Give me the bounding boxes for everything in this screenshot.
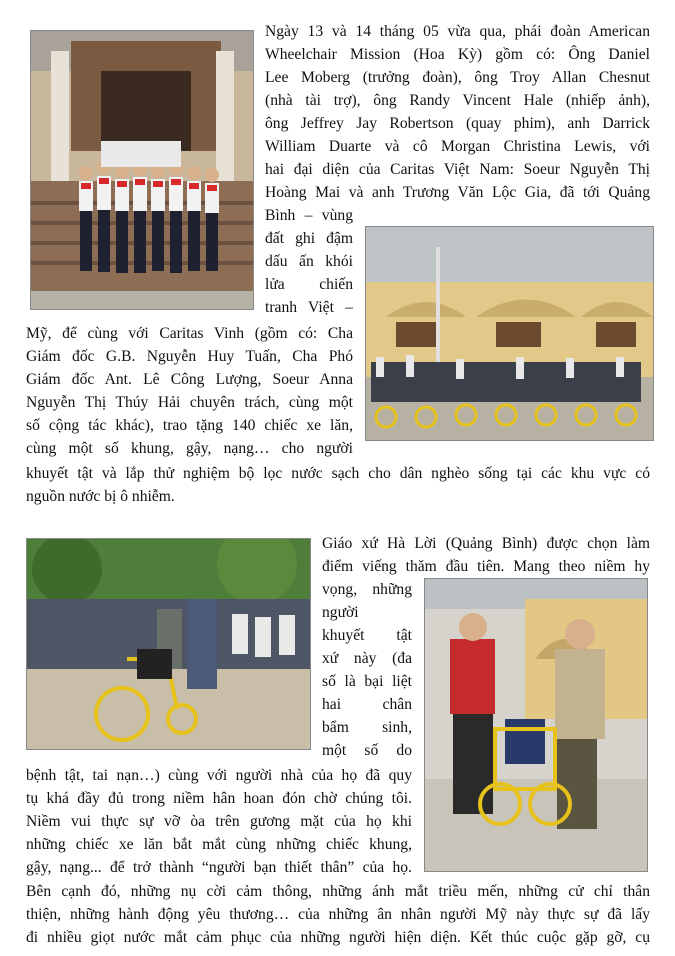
paragraph-line: người (322, 604, 359, 621)
paragraph-line: số cộng tác khác), trao tặng 140 chiếc xe lăn, (26, 417, 353, 434)
paragraph-line: dấu ấn khói (265, 253, 353, 270)
outdoor-wheelchair-photo (26, 538, 311, 750)
paragraph-line: đất ghi đậm (265, 230, 353, 247)
paragraph-line: xứ này (đa (322, 650, 412, 667)
paragraph-line: Wheelchair Mission (Hoa Kỳ) gồm có: Ông Daniel (265, 46, 650, 63)
wheelchair-line-photo (365, 226, 654, 441)
paragraph-line: Giám đốc G.B. Nguyễn Huy Tuấn, Cha Phó (26, 348, 353, 365)
group-on-steps-photo (30, 30, 254, 310)
paragraph-line: hai chân (322, 696, 412, 713)
paragraph-line: Bình – vùng (265, 207, 353, 224)
paragraph-line: vọng, những (322, 581, 412, 598)
paragraph-line: Giáo xứ Hà Lời (Quảng Bình) được chọn làm (322, 535, 650, 552)
paragraph-line: hai đại diện của Caritas Việt Nam: Soeur Nguyễn Thị (265, 161, 650, 178)
paragraph-line: điểm viếng thăm đầu tiên. Mang theo niềm hy (322, 558, 650, 575)
paragraph-line: khuyết tật và lắp thử nghiệm bộ lọc nước sạch cho dân nghèo sống tại các khu vực có (26, 465, 650, 482)
fitting-wheelchair-photo (424, 578, 648, 872)
paragraph-line: Ngày 13 và 14 tháng 05 vừa qua, phái đoàn American (265, 23, 650, 40)
paragraph-line: bẩm sinh, (322, 719, 412, 736)
paragraph-line: gậy, nạng... để trở thành “người bạn thiết thân” của họ. (26, 859, 412, 876)
paragraph-line: thiện, những hành động yêu thương… của những ân nhân người Mỹ này thực sự đã lấy (26, 906, 650, 923)
paragraph-line: Lee Moberg (trưởng đoàn), ông Troy Allan Chesnut (265, 69, 650, 86)
paragraph-line: một số do (322, 742, 412, 759)
paragraph-line: ông Jeffrey Jay Robertson (quay phim), anh Darrick (265, 115, 650, 132)
paragraph-line: Bên cạnh đó, những nụ cời cảm thông, những ánh mắt triều mến, những cử chỉ thân (26, 883, 650, 900)
paragraph-line: số là bại liệt (322, 673, 412, 690)
paragraph-line: Giám đốc Ant. Lê Công Lượng, Soeur Anna (26, 371, 353, 388)
paragraph-line: Mỹ, để cùng với Caritas Vinh (gồm có: Cha (26, 325, 353, 342)
paragraph-line: cùng một số khung, gậy, nạng… cho người (26, 440, 353, 457)
paragraph-line: khuyết tật (322, 627, 412, 644)
paragraph-line: Hoàng Mai và anh Trương Văn Lộc Gia, đã tới Quảng (265, 184, 650, 201)
paragraph-line: những chiếc xe lăn bắt mắt cùng những chiếc khung, (26, 836, 412, 853)
paragraph-line: Nguyễn Thị Thúy Hải chuyên trách, cùng một (26, 394, 353, 411)
paragraph-line: bệnh tật, tai nạn…) cùng với người nhà của họ đã quy (26, 767, 412, 784)
paragraph-line: nguồn nước bị ô nhiễm. (26, 488, 175, 505)
paragraph-line: William Duarte và cô Morgan Christina Lewis, với (265, 138, 650, 155)
paragraph-line: tụ khá đầy đủ trong niềm hân hoan đón chờ chúng tôi. (26, 790, 412, 807)
paragraph-line: đi nhiều giọt nước mắt cảm phục của những người hiện diện. Kết thúc cuộc gặp gỡ, cụ (26, 929, 650, 946)
paragraph-line: (nhà tài trợ), ông Randy Vincent Hale (nhiếp ảnh), (265, 92, 650, 109)
paragraph-line: Niềm vui thực sự vỡ òa trên gương mặt của họ khi (26, 813, 412, 830)
paragraph-line: tranh Việt – (265, 299, 353, 316)
paragraph-line: lửa chiến (265, 276, 353, 293)
